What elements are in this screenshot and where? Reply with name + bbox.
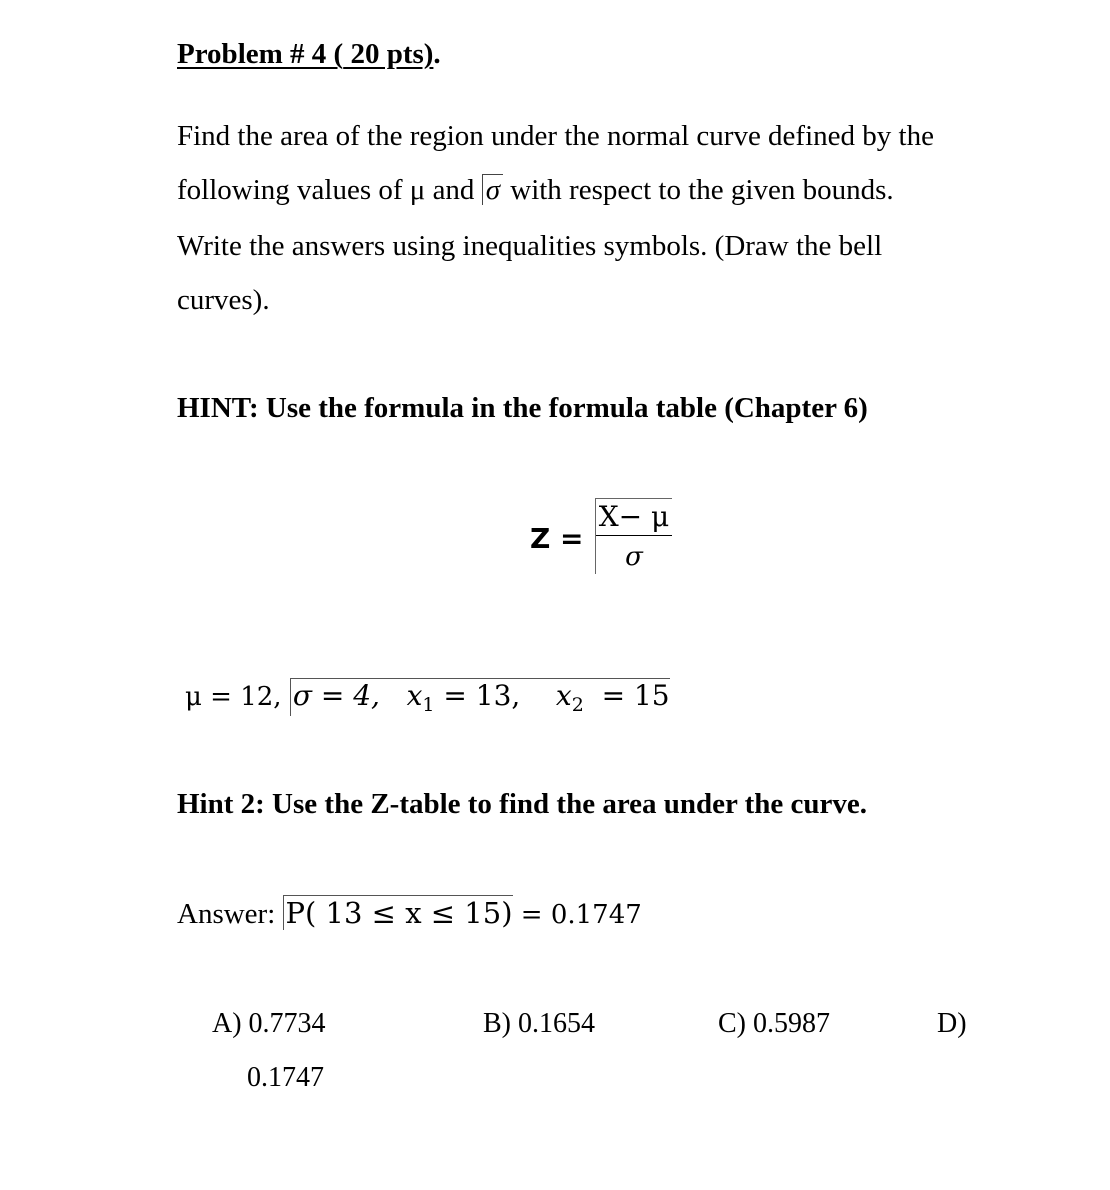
instruction-line-2: following values of μ and σ with respect to the given bounds. (177, 174, 894, 206)
sigma-value: σ = 4, (292, 679, 380, 712)
choice-c[interactable]: C) 0.5987 (718, 1008, 830, 1039)
x1-value: = 13, (434, 679, 521, 712)
sigma-symbol: σ (482, 174, 503, 205)
choice-b[interactable]: B) 0.1654 (483, 1008, 595, 1039)
x2-value: = 15 (601, 679, 670, 712)
parameter-values (185, 678, 670, 716)
answer-label: Answer: (177, 898, 276, 930)
answer-line (177, 895, 642, 931)
instruction-line-1: Find the area of the region under the normal curve defined by the (177, 120, 934, 152)
instruction-line-4: curves). (177, 284, 270, 316)
formula-denominator: σ (625, 542, 643, 572)
instruction-line-3: Write the answers using inequalities symbols. (Draw the bell (177, 230, 883, 262)
z-label: Z = (530, 522, 584, 555)
choice-a[interactable]: A) 0.7734 (212, 1008, 326, 1039)
answer-result: = 0.1747 (512, 900, 642, 930)
z-formula-fraction (595, 498, 672, 574)
formula-numerator: X− μ (596, 498, 672, 536)
hint-formula: HINT: Use the formula in the formula table (Chapter 6) (177, 392, 868, 424)
parameter-box: σ = 4, $x_1 = 13$, $x_2 = 15$ (290, 678, 670, 716)
choice-d-value[interactable]: 0.1747 (247, 1062, 324, 1093)
problem-title: Problem # 4 ( 20 pts). (177, 38, 441, 70)
answer-expression: P( 13 ≤ x ≤ 15) (283, 895, 513, 930)
choice-d-label[interactable]: D) (937, 1008, 967, 1039)
mu-value: μ = 12, (185, 682, 290, 712)
hint-z-table: Hint 2: Use the Z-table to find the area under the curve. (177, 788, 868, 820)
